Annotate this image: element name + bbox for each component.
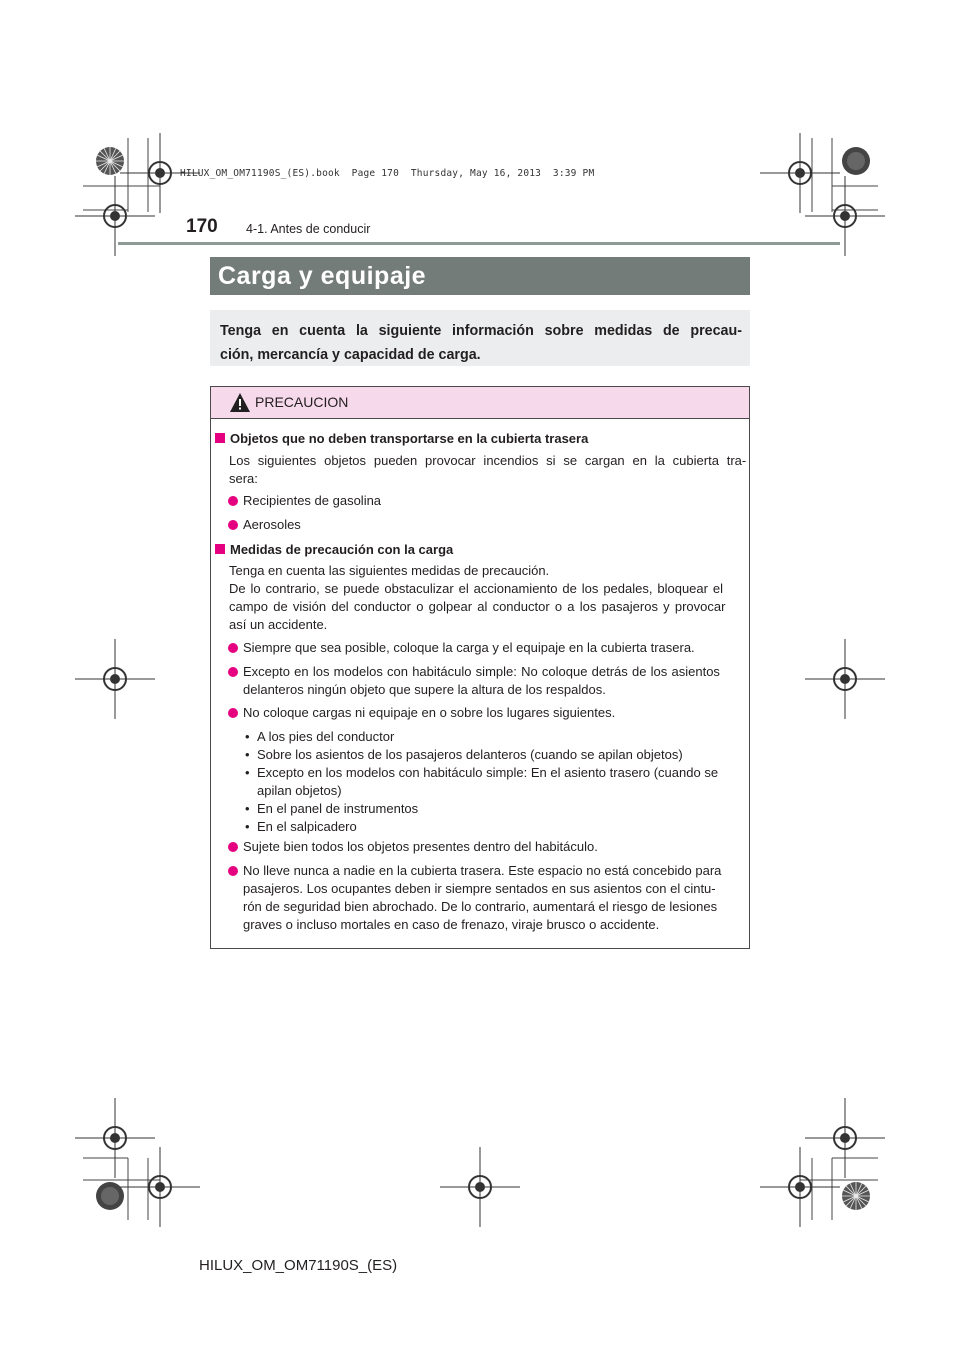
sub-item: Excepto en los modelos con habitáculo simple: En el asiento trasero (cuando se	[257, 765, 719, 780]
square-bullet-icon	[215, 433, 225, 443]
list-item-cont: graves o incluso mortales en caso de frenazo, viraje brusco o accidente.	[243, 917, 660, 932]
crosshair-icon	[805, 639, 885, 719]
crosshair-icon	[440, 1147, 520, 1227]
square-bullet-icon	[215, 544, 225, 554]
header-rule	[118, 242, 840, 245]
list-item: Excepto en los modelos con habitáculo simple: No coloque detrás de los asientos	[243, 664, 720, 679]
print-info-line: HILUX_OM_OM71190S_(ES).book Page 170 Thursday, May 16, 2013 3:39 PM	[180, 168, 595, 179]
starburst-target-icon	[95, 1181, 125, 1211]
caution-section-heading: Medidas de precaución con la carga	[215, 542, 453, 557]
warning-triangle-icon	[230, 393, 250, 412]
starburst-target-icon	[841, 1181, 871, 1211]
sub-item: A los pies del conductor	[257, 729, 395, 744]
caution-title: PRECAUCION	[255, 394, 349, 410]
sub-bullet-icon: •	[245, 801, 250, 816]
list-item-cont: pasajeros. Los ocupantes deben ir siempre sentados en sus asientos con el cintu-	[243, 881, 716, 896]
round-bullet-icon	[228, 708, 238, 718]
caution-box	[210, 386, 750, 949]
sub-bullet-icon: •	[245, 747, 250, 762]
list-item-cont: delanteros ningún objeto que supere la altura de los respaldos.	[243, 682, 606, 697]
crosshair-icon	[120, 1147, 200, 1227]
crosshair-icon	[760, 1147, 840, 1227]
starburst-target-icon	[95, 146, 125, 176]
intro-line: ción, mercancía y capacidad de carga.	[220, 347, 481, 363]
caution-header	[211, 387, 749, 419]
list-item: Aerosoles	[243, 517, 301, 532]
round-bullet-icon	[228, 842, 238, 852]
list-item: Recipientes de gasolina	[243, 493, 382, 508]
sub-item: En el salpicadero	[257, 819, 357, 834]
round-bullet-icon	[228, 520, 238, 530]
page-title: Carga y equipaje	[210, 257, 750, 295]
list-item: No lleve nunca a nadie en la cubierta trasera. Este espacio no está concebido para	[243, 863, 722, 878]
body-line: Los siguientes objetos pueden provocar incendios si se cargan en la cubierta tra-	[229, 453, 747, 468]
round-bullet-icon	[228, 643, 238, 653]
body-line: campo de visión del conductor o golpear al conductor o a los pasajeros y provocar	[229, 599, 726, 614]
body-line: así un accidente.	[229, 617, 328, 632]
round-bullet-icon	[228, 866, 238, 876]
sub-bullet-icon: •	[245, 819, 250, 834]
list-item-cont: rón de seguridad bien abrochado. De lo contrario, aumentará el riesgo de lesiones	[243, 899, 718, 914]
starburst-target-icon	[841, 146, 871, 176]
list-item: Siempre que sea posible, coloque la carga y el equipaje en la cubierta trasera.	[243, 640, 695, 655]
sub-bullet-icon: •	[245, 765, 250, 780]
caution-section-heading: Objetos que no deben transportarse en la cubierta trasera	[215, 431, 588, 446]
intro-box	[210, 310, 750, 366]
intro-line: Tenga en cuenta la siguiente información sobre medidas de precau-	[220, 323, 742, 339]
body-line: Tenga en cuenta las siguientes medidas de precaución.	[229, 563, 550, 578]
sub-bullet-icon: •	[245, 729, 250, 744]
sub-item-cont: apilan objetos)	[257, 783, 342, 798]
body-line: De lo contrario, se puede obstaculizar el accionamiento de los pedales, bloquear el	[229, 581, 724, 596]
sub-item: En el panel de instrumentos	[257, 801, 419, 816]
round-bullet-icon	[228, 496, 238, 506]
sub-item: Sobre los asientos de los pasajeros delanteros (cuando se apilan objetos)	[257, 747, 683, 762]
crosshair-icon	[75, 639, 155, 719]
body-line: sera:	[229, 471, 258, 486]
page-number: 170	[186, 216, 218, 237]
list-item: No coloque cargas ni equipaje en o sobre los lugares siguientes.	[243, 705, 616, 720]
footer-document-code: HILUX_OM_OM71190S_(ES)	[199, 1257, 398, 1274]
round-bullet-icon	[228, 667, 238, 677]
list-item: Sujete bien todos los objetos presentes dentro del habitáculo.	[243, 839, 598, 854]
section-label: 4-1. Antes de conducir	[246, 222, 371, 236]
